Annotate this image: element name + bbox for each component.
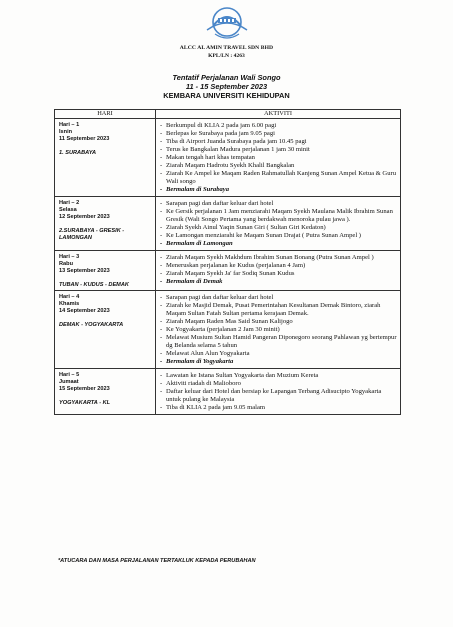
overnight-stay: - Bermalam di Surabaya — [160, 186, 397, 194]
activity-item: - Sarapan pagi dan daftar keluar dari hotel — [160, 200, 397, 208]
day-number: Hari – 3 — [59, 254, 80, 260]
day-route: 1. SURABAYA — [59, 150, 97, 156]
activity-item: - Sarapan pagi dan daftar keluar dari hotel — [160, 294, 397, 302]
table-header-row — [55, 110, 401, 119]
day-info — [56, 370, 154, 407]
activity-item: - Ziarah ke Masjid Demak, Pusat Pemerintahan Kesultanan Demak Bintoro, ziarah Maqam Sultan Fatah Sultan pertama kerajaan Demak. — [160, 302, 397, 318]
document-title: Tentatif Perjalanan Wali Songo — [172, 73, 281, 82]
footnote: *ATUCARA DAN MASA PERJALANAN TERTAKLUK KEPADA PERUBAHAN — [58, 558, 256, 564]
day-cell — [55, 291, 156, 369]
table-row — [55, 369, 401, 415]
day-info — [56, 292, 154, 329]
activity-item: - Ziarah Maqam Syekh Makhdum Ibrahim Sunan Bonang (Putra Sunan Ampel ) — [160, 254, 397, 262]
day-info — [56, 198, 154, 242]
day-info — [56, 120, 154, 157]
activities-cell — [156, 119, 401, 197]
activity-item: - Meneruskan perjalanan ke Kudus (perjalanan 4 Jam) — [160, 262, 397, 270]
day-date: 15 September 2023 — [59, 386, 110, 392]
day-cell — [55, 119, 156, 197]
activity-list — [157, 252, 399, 287]
activity-item: - Melawat Alun Alun Yogyakarta — [160, 350, 397, 358]
activity-item: - Ziarah Ke Ampel ke Maqam Raden Rahmatullah Kanjeng Sunan Ampel Ketua & Guru Wali songo — [160, 170, 397, 186]
table-row — [55, 251, 401, 291]
day-number: Hari – 2 — [59, 200, 80, 206]
activities-cell — [156, 291, 401, 369]
overnight-stay: - Bermalam di Yogyakarta — [160, 358, 397, 366]
activity-item: - Ke Lamongan menziarahi ke Maqam Sunan Drajat ( Putra Sunan Ampel ) — [160, 232, 397, 240]
activity-list — [157, 198, 399, 249]
activities-cell — [156, 251, 401, 291]
activity-item: - Ziarah Maqam Hadrotu Syekh Khalil Bangkalan — [160, 162, 397, 170]
table-row — [55, 291, 401, 369]
day-number: Hari – 5 — [59, 372, 80, 378]
day-date: 14 September 2023 — [59, 308, 110, 314]
activity-item: - Berkumpul di KLIA 2 pada jam 6.00 pagi — [160, 122, 397, 130]
activity-list — [157, 292, 399, 367]
overnight-stay: - Bermalam di Demak — [160, 278, 397, 286]
activity-item: - Ke Gersik perjalanan 1 Jam menziarahi Maqam Syekh Maulana Malik Ibrahim Sunan Gresik (Wali Songo Pertama yang berdakwah menoroka pulau jawa ). — [160, 208, 397, 224]
activities-cell — [156, 197, 401, 251]
activity-item: - Daftar keluar dari Hotel dan bersiap ke Lapangan Terbang Adisucipto Yogyakarta untuk pulang ke Malaysia — [160, 388, 397, 404]
activity-item: - Berlepas ke Surabaya pada jam 9.05 pagi — [160, 130, 397, 138]
activities-cell — [156, 369, 401, 415]
day-number: Hari – 1 — [59, 122, 80, 128]
day-weekday: Khamis — [59, 301, 80, 307]
day-weekday: Isnin — [59, 129, 73, 135]
day-route: YOGYAKARTA - KL — [59, 400, 111, 406]
day-date: 12 September 2023 — [59, 214, 110, 220]
table-row — [55, 197, 401, 251]
day-date: 13 September 2023 — [59, 268, 110, 274]
activity-item: - Terus ke Bangkalan Madura perjalanan 1 jam 30 minit — [160, 146, 397, 154]
day-weekday: Selasa — [59, 207, 77, 213]
activity-item: - Ziarah Maqam Syekh Ja' far Sodiq Sunan Kudus — [160, 270, 397, 278]
day-weekday: Rabu — [59, 261, 73, 267]
day-weekday: Jumaat — [59, 379, 79, 385]
activity-list — [157, 120, 399, 195]
activity-item: - Tiba di Airport Juanda Surabaya pada jam 10.45 pagi — [160, 138, 397, 146]
activity-item: - Makan tengah hari khas tempatan — [160, 154, 397, 162]
day-number: Hari – 4 — [59, 294, 80, 300]
document-subtitle: KEMBARA UNIVERSITI KEHIDUPAN — [163, 91, 290, 100]
activity-item: - Ziarah Maqam Raden Mas Said Sunan Kalijogo — [160, 318, 397, 326]
company-logo-icon — [201, 4, 253, 44]
activity-item: - Melawat Musium Sultan Hamid Pangeran Diponegoro seorang Pahlawan yg bertempur dg Belanda selama 5 tahun — [160, 334, 397, 350]
document-dates: 11 - 15 September 2023 — [185, 82, 268, 91]
activity-list — [157, 370, 399, 413]
company-license: KPL/LN : 4263 — [208, 53, 245, 59]
itinerary-table — [54, 109, 401, 415]
header-hari: HARI — [55, 110, 156, 119]
day-cell — [55, 197, 156, 251]
activity-item: - Ke Yogyakarta (perjalanan 2 Jam 30 minit) — [160, 326, 397, 334]
day-info — [56, 252, 154, 289]
overnight-stay: - Bermalam di Lamongan — [160, 240, 397, 248]
activity-item: - Lawatan ke Istana Sultan Yogyakarta dan Muzium Kereta — [160, 372, 397, 380]
day-route: TUBAN - KUDUS - DEMAK — [59, 282, 129, 288]
activity-item: - Ziarah Syekh Ainul Yaqin Sunan Giri ( Sultan Giri Kedaton) — [160, 224, 397, 232]
table-row — [55, 119, 401, 197]
day-date: 11 September 2023 — [59, 136, 110, 142]
day-cell — [55, 251, 156, 291]
day-route: DEMAK - YOGYAKARTA — [59, 322, 124, 328]
header-aktiviti: AKTIVITI — [156, 110, 401, 119]
day-cell — [55, 369, 156, 415]
company-name: ALCC AL AMIN TRAVEL SDN BHD — [179, 45, 274, 51]
activity-item: - Tiba di KLIA 2 pada jam 9.05 malam — [160, 404, 397, 412]
activity-item: - Aktiviti riadah di Malioboro — [160, 380, 397, 388]
day-route: 2.SURABAYA - GRESIK - LAMONGAN — [59, 228, 125, 241]
